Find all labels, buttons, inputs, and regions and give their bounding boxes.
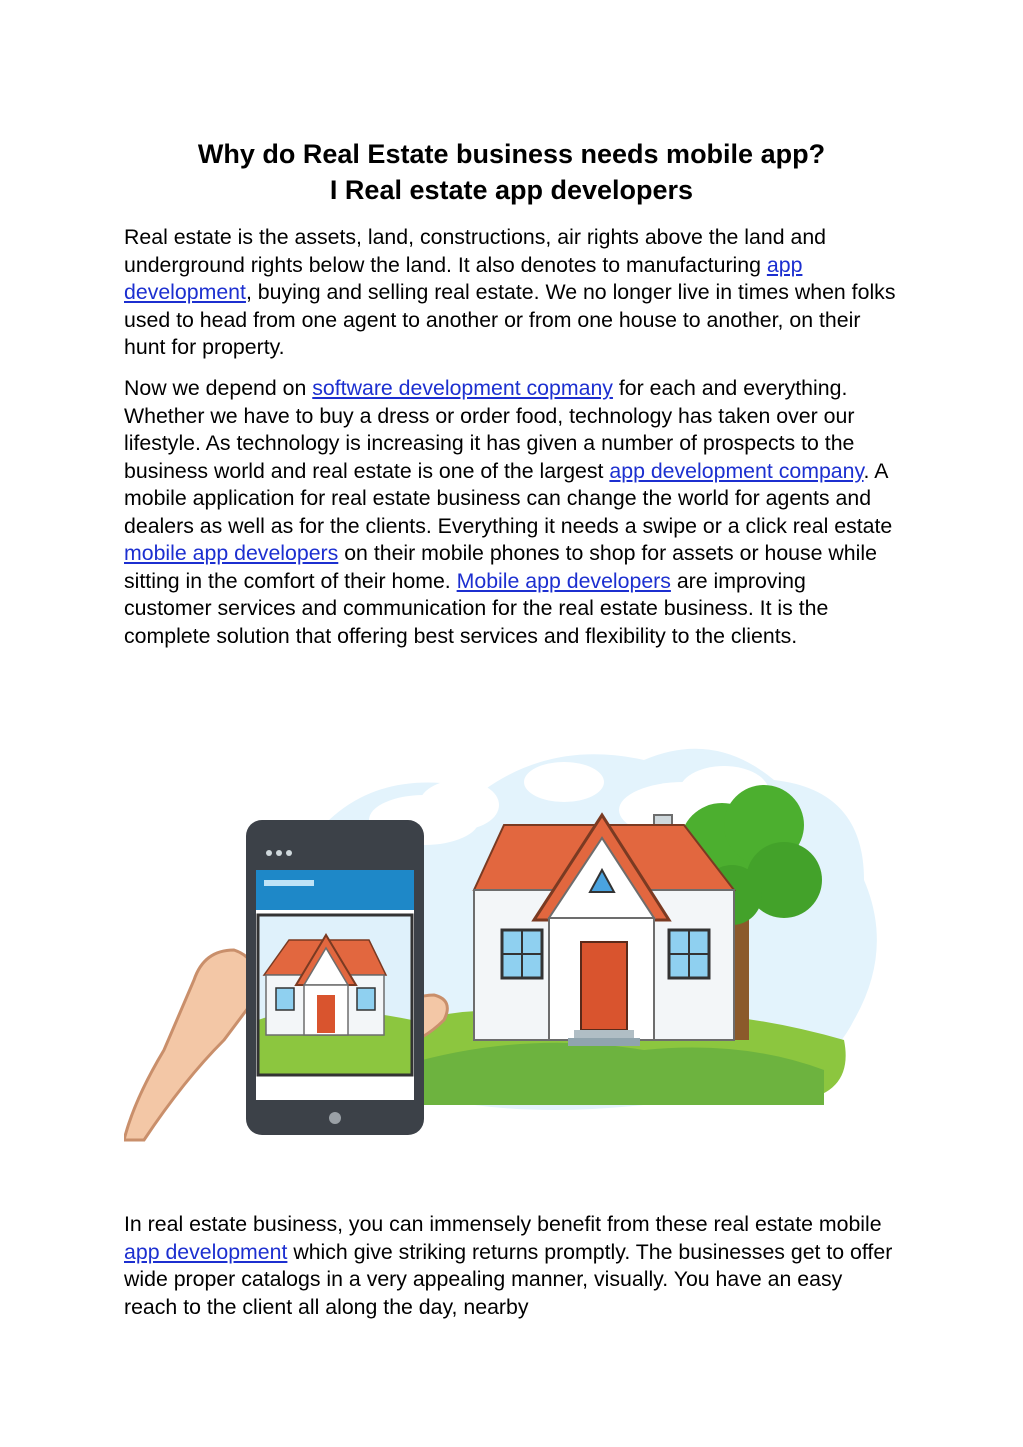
- title-line-1: Why do Real Estate business needs mobile app?: [197, 139, 826, 169]
- real-estate-app-illustration: [124, 720, 898, 1198]
- paragraph-technology: [124, 375, 899, 650]
- paragraph-intro: [124, 224, 899, 362]
- link-app-development-2[interactable]: app development: [124, 1239, 288, 1264]
- paragraph-text: which give striking returns promptly. The businesses get to offer wide proper catalogs in a very appealing manner, visually. You have an easy reach to the client all along the day, nearby: [124, 1239, 893, 1319]
- paragraph-text: for each and everything. Whether we have to buy a dress or order food, technology has taken over our lifestyle. As technology is increasing it has given a number of prospects to the business world and real estate is one of the largest: [124, 376, 855, 483]
- link-mobile-app-developers-2[interactable]: Mobile app developers: [456, 568, 671, 593]
- paragraph-benefits: [124, 1211, 899, 1321]
- link-software-development-company[interactable]: software development copmany: [312, 376, 613, 400]
- paragraph-text: In real estate business, you can immensely benefit from these real estate mobile: [124, 1212, 882, 1236]
- paragraph-text: . A mobile application for real estate business can change the world for agents and dealers as well as for the clients. Everything it needs a swipe or a click real estate: [124, 458, 893, 538]
- paragraph-text: are improving customer services and communication for the real estate business. It is the complete solution that offering best services and flexibility to the clients.: [124, 568, 829, 648]
- paragraph-text: Real estate is the assets, land, constructions, air rights above the land and underground rights below the land. It also denotes to manufacturing: [124, 225, 827, 277]
- page-title: [100, 136, 923, 208]
- paragraph-text: , buying and selling real estate. We no longer live in times when folks used to head from one agent to another or from one house to another, on their hunt for property.: [124, 280, 896, 359]
- title-line-2: I Real estate app developers: [329, 175, 694, 205]
- link-app-development-company[interactable]: app development company: [609, 458, 864, 483]
- link-app-development[interactable]: app development: [124, 252, 803, 304]
- paragraph-text: Now we depend on: [124, 376, 313, 400]
- paragraph-text: on their mobile phones to shop for assets or house while sitting in the comfort of their home.: [124, 541, 877, 593]
- link-mobile-app-developers[interactable]: mobile app developers: [124, 541, 339, 565]
